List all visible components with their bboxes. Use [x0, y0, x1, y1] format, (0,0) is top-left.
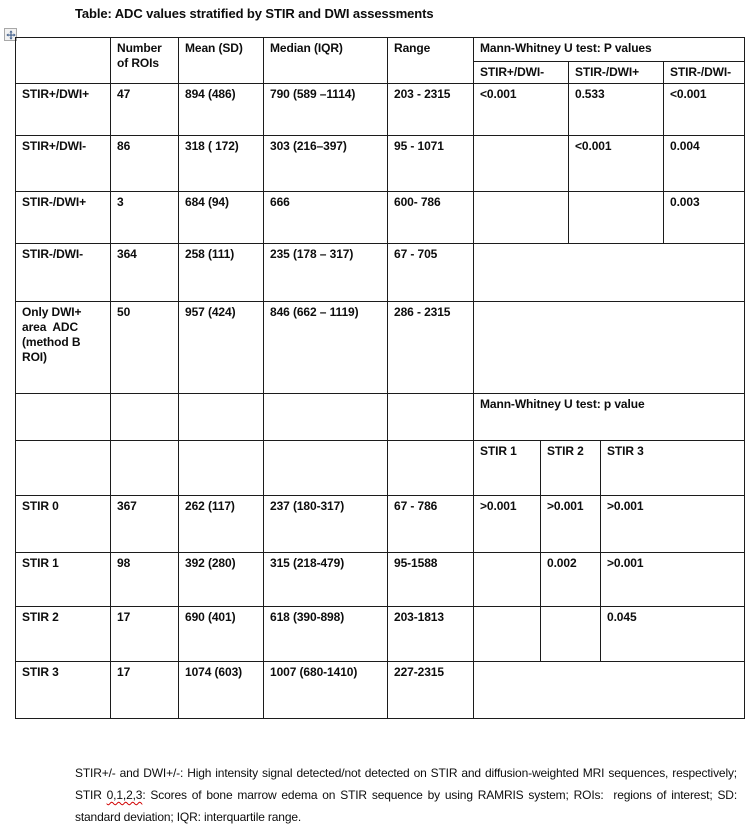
row-label: STIR 0: [16, 496, 111, 553]
header-mean: Mean (SD): [179, 38, 264, 84]
cell-p1: >0.001: [474, 496, 541, 553]
row-label: STIR-/DWI+: [16, 192, 111, 244]
header-stir-minus-dwi-minus: STIR-/DWI-: [664, 62, 745, 84]
cell-range: 203 - 2315: [388, 84, 474, 136]
header-stir2: STIR 2: [541, 441, 601, 496]
cell-p1: <0.001: [474, 84, 569, 136]
header-row-1: [16, 38, 745, 62]
cell-n: 50: [111, 302, 179, 394]
cell-mean: 684 (94): [179, 192, 264, 244]
cell-n: 17: [111, 607, 179, 662]
footnote-part1: STIR+/- and DWI+/-: High intensity signal detected/not detected on STIR and diffusion-weighted MRI sequences, respectively; STIR: [75, 766, 741, 802]
corner-cell: [16, 38, 111, 84]
header-stir1: STIR 1: [474, 441, 541, 496]
footnote: [75, 762, 744, 828]
cell-median: 315 (218-479): [264, 553, 388, 607]
cell-n: 3: [111, 192, 179, 244]
row-label: STIR-/DWI-: [16, 244, 111, 302]
row-label: STIR 2: [16, 607, 111, 662]
adc-table: [15, 37, 745, 719]
cell-p1: [474, 607, 541, 662]
table-row: [16, 84, 745, 136]
cell-n: 364: [111, 244, 179, 302]
table-row: [16, 607, 745, 662]
empty-cell: [388, 394, 474, 441]
table-row: [16, 662, 745, 719]
cell-median: 237 (180-317): [264, 496, 388, 553]
cell-range: 227-2315: [388, 662, 474, 719]
header-rois: Number of ROIs: [111, 38, 179, 84]
cell-p3: <0.001: [664, 84, 745, 136]
merged-empty-cell: [474, 244, 745, 302]
header-mw-bottom: Mann-Whitney U test: p value: [474, 394, 745, 441]
header-stir-plus-dwi-minus: STIR+/DWI-: [474, 62, 569, 84]
table-row: [16, 192, 745, 244]
cell-p3: 0.004: [664, 136, 745, 192]
cell-mean: 318 ( 172): [179, 136, 264, 192]
row-label: STIR+/DWI-: [16, 136, 111, 192]
footnote-part2: : Scores of bone marrow edema on STIR sequence by using RAMRIS system; ROIs: regions of interest; SD: standard deviation; IQR: interquartile range.: [75, 788, 744, 824]
cell-range: 600- 786: [388, 192, 474, 244]
cell-range: 286 - 2315: [388, 302, 474, 394]
table-row: [16, 553, 745, 607]
cell-mean: 1074 (603): [179, 662, 264, 719]
header-mw-top: Mann-Whitney U test: P values: [474, 38, 745, 62]
header-stir3: STIR 3: [601, 441, 745, 496]
table-row: [16, 302, 745, 394]
cell-p2: [541, 607, 601, 662]
table-row: [16, 244, 745, 302]
cell-median: 1007 (680-1410): [264, 662, 388, 719]
move-arrows-icon: [6, 30, 16, 40]
page-title: Table: ADC values stratified by STIR and DWI assessments: [75, 6, 434, 21]
cell-p3: 0.003: [664, 192, 745, 244]
cell-p2: 0.533: [569, 84, 664, 136]
cell-mean: 392 (280): [179, 553, 264, 607]
merged-empty-cell: [474, 662, 745, 719]
cell-range: 67 - 705: [388, 244, 474, 302]
cell-p2: <0.001: [569, 136, 664, 192]
table-row: [16, 496, 745, 553]
cell-p1: [474, 136, 569, 192]
cell-range: 203-1813: [388, 607, 474, 662]
header-median: Median (IQR): [264, 38, 388, 84]
cell-range: 67 - 786: [388, 496, 474, 553]
table-row: [16, 136, 745, 192]
cell-n: 98: [111, 553, 179, 607]
cell-n: 367: [111, 496, 179, 553]
empty-cell: [179, 394, 264, 441]
cell-n: 17: [111, 662, 179, 719]
cell-mean: 262 (117): [179, 496, 264, 553]
cell-p3: 0.045: [601, 607, 745, 662]
cell-median: 303 (216–397): [264, 136, 388, 192]
table-row: [16, 441, 745, 496]
empty-cell: [16, 394, 111, 441]
empty-cell: [111, 441, 179, 496]
cell-n: 47: [111, 84, 179, 136]
empty-cell: [111, 394, 179, 441]
cell-n: 86: [111, 136, 179, 192]
cell-range: 95 - 1071: [388, 136, 474, 192]
cell-median: 790 (589 –1114): [264, 84, 388, 136]
cell-median: 846 (662 – 1119): [264, 302, 388, 394]
cell-median: 618 (390-898): [264, 607, 388, 662]
header-stir-minus-dwi-plus: STIR-/DWI+: [569, 62, 664, 84]
empty-cell: [264, 394, 388, 441]
row-label: Only DWI+ area ADC (method B ROI): [16, 302, 111, 394]
cell-p3: >0.001: [601, 496, 745, 553]
cell-mean: 258 (111): [179, 244, 264, 302]
cell-median: 666: [264, 192, 388, 244]
cell-p3: >0.001: [601, 553, 745, 607]
cell-mean: 690 (401): [179, 607, 264, 662]
empty-cell: [264, 441, 388, 496]
cell-range: 95-1588: [388, 553, 474, 607]
empty-cell: [16, 441, 111, 496]
cell-p1: [474, 192, 569, 244]
header-range: Range: [388, 38, 474, 84]
cell-p2: >0.001: [541, 496, 601, 553]
table-row: [16, 394, 745, 441]
cell-p2: 0.002: [541, 553, 601, 607]
cell-p2: [569, 192, 664, 244]
merged-empty-cell: [474, 302, 745, 394]
row-label: STIR 3: [16, 662, 111, 719]
cell-mean: 894 (486): [179, 84, 264, 136]
cell-median: 235 (178 – 317): [264, 244, 388, 302]
empty-cell: [388, 441, 474, 496]
empty-cell: [179, 441, 264, 496]
cell-mean: 957 (424): [179, 302, 264, 394]
footnote-spellchecked-text: 0,1,2,3: [106, 788, 143, 802]
row-label: STIR 1: [16, 553, 111, 607]
row-label: STIR+/DWI+: [16, 84, 111, 136]
cell-p1: [474, 553, 541, 607]
